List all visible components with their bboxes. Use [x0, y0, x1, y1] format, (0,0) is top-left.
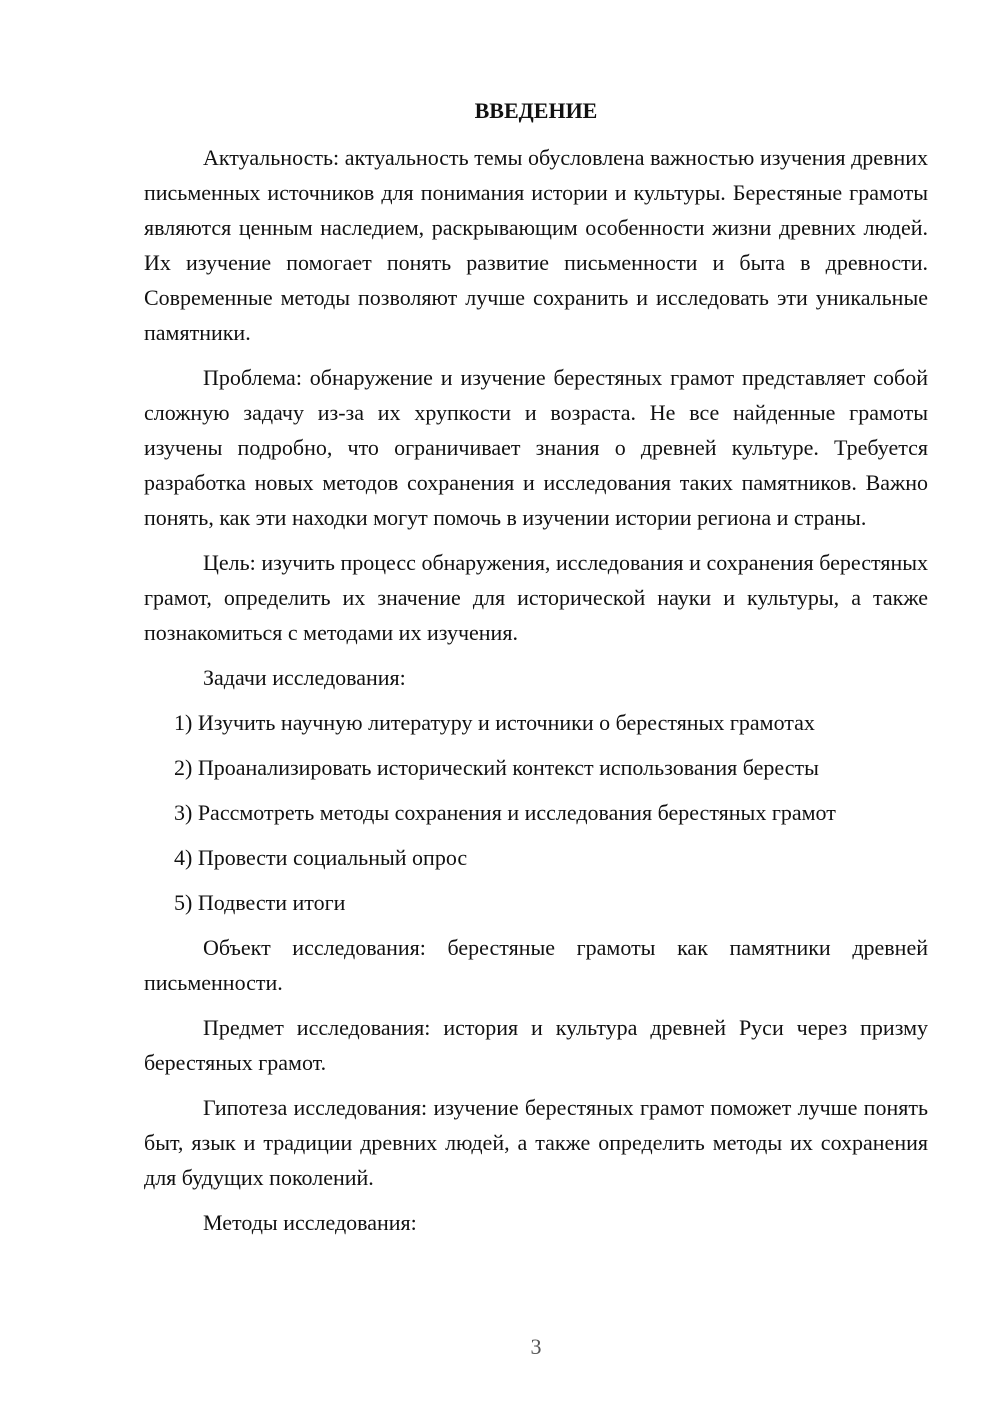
methods-heading: Методы исследования:: [203, 1210, 417, 1235]
subject-paragraph: Предмет исследования: история и культура древней Руси через призму берестяных грамот.: [144, 1015, 928, 1075]
document-page: [144, 96, 928, 1250]
tasks-list: [144, 705, 928, 920]
page-number: 3: [530, 1334, 542, 1359]
hypothesis-paragraph: Гипотеза исследования: изучение берестяных грамот поможет лучше понять быт, язык и традиции древних людей, а также определить методы их сохранения для будущих поколений.: [144, 1095, 928, 1190]
task-item: 4) Провести социальный опрос: [174, 845, 468, 870]
problem-paragraph: Проблема: обнаружение и изучение берестяных грамот представляет собой сложную задачу из-за их хрупкости и возраста. Не все найденные грамоты изучены подробно, что ограничивает знания о древней культуре. Требуется разработка новых методов сохранения и исследования таких памятников. Важно понять, как эти находки могут помочь в изучении истории региона и страны.: [144, 365, 928, 530]
task-item: 1) Изучить научную литературу и источники о берестяных грамотах: [174, 710, 815, 735]
goal-paragraph: Цель: изучить процесс обнаружения, исследования и сохранения берестяных грамот, определить их значение для исторической науки и культуры, а также познакомиться с методами их изучения.: [144, 550, 928, 645]
task-item: 5) Подвести итоги: [174, 890, 346, 915]
task-item: 2) Проанализировать исторический контекст использования бересты: [174, 755, 819, 780]
object-paragraph: Объект исследования: берестяные грамоты как памятники древней письменности.: [144, 935, 928, 995]
section-title: ВВЕДЕНИЕ: [474, 98, 598, 123]
task-item: 3) Рассмотреть методы сохранения и исследования берестяных грамот: [174, 800, 836, 825]
tasks-heading: Задачи исследования:: [203, 665, 406, 690]
relevance-paragraph: Актуальность: актуальность темы обусловлена важностью изучения древних письменных источников для понимания истории и культуры. Берестяные грамоты являются ценным наследием, раскрывающим особенности жизни древних людей. Их изучение помогает понять развитие письменности и быта в древности. Современные методы позволяют лучше сохранить и исследовать эти уникальные памятники.: [144, 145, 928, 345]
